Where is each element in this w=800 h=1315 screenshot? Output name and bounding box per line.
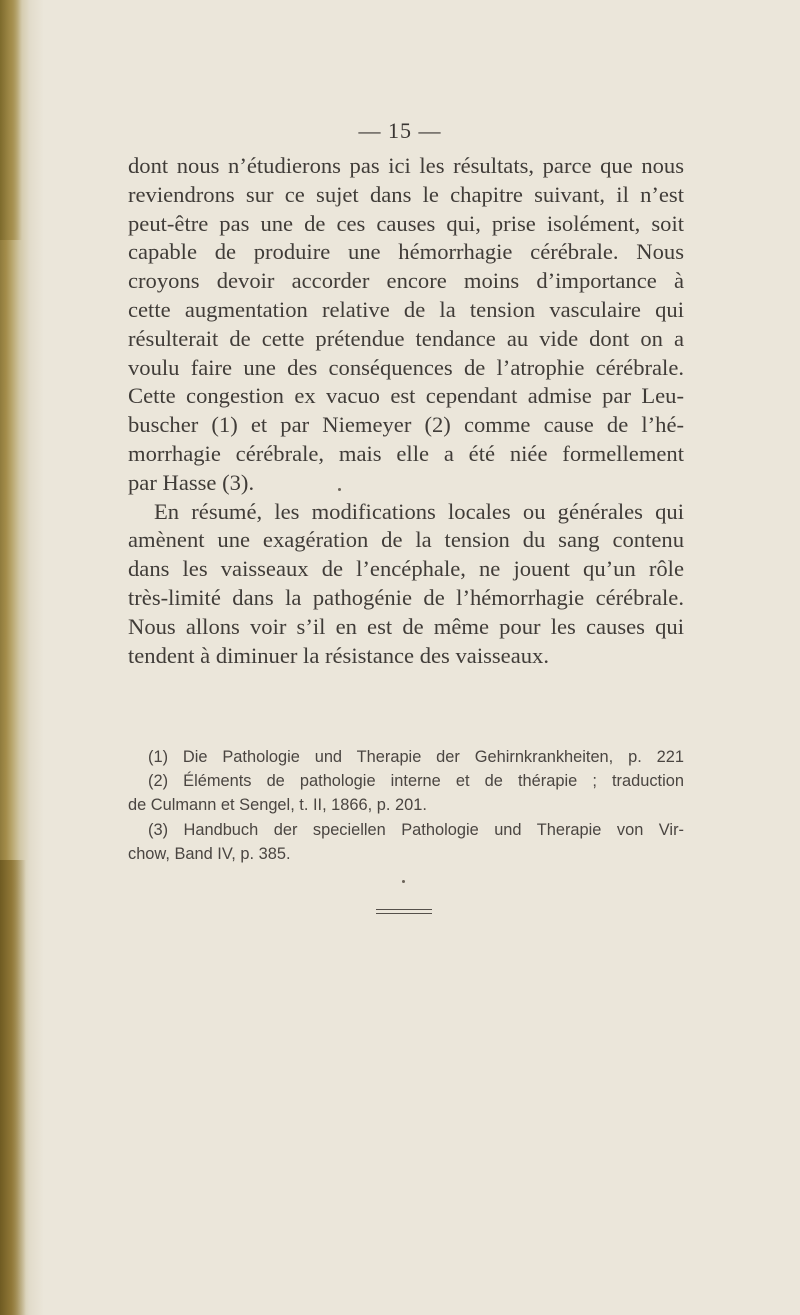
text-line: amènent une exagération de la tension du sang contenu xyxy=(128,527,684,553)
text-line: Cette congestion ex vacuo est cependant admise par Leu- xyxy=(128,383,684,409)
text-line: peut-être pas une de ces causes qui, prise isolément, soit xyxy=(128,210,684,236)
text-line: très-limité dans la pathogénie de l’hémorrhagie cérébrale. xyxy=(128,584,684,610)
text-line: capable de produire une hémorrhagie cérébrale. Nous xyxy=(128,239,684,265)
end-rule-bottom xyxy=(376,913,432,914)
footnote-3-continued: chow, Band IV, p. 385. xyxy=(128,844,291,863)
end-rule-top xyxy=(376,909,432,910)
footnote-2: (2) Éléments de pathologie interne et de thérapie ; traduction xyxy=(148,772,684,791)
footnote-1: (1) Die Pathologie und Therapie der Gehirnkrankheiten, p. 221 xyxy=(148,748,684,766)
text-line: croyons devoir accorder encore moins d’importance à xyxy=(128,268,684,294)
footnote-3: (3) Handbuch der speciellen Pathologie und Therapie von Vir- xyxy=(148,820,684,839)
ink-speck xyxy=(338,488,341,491)
text-line: Nous allons voir s’il en est de même pour les causes qui xyxy=(128,613,684,639)
text-line: voulu faire une des conséquences de l’atrophie cérébrale. xyxy=(128,354,684,380)
text-line: buscher (1) et par Niemeyer (2) comme cause de l’hé- xyxy=(128,412,684,438)
ink-speck xyxy=(402,880,405,883)
text-line: par Hasse (3). xyxy=(128,469,255,495)
body-text xyxy=(128,152,684,670)
footnote-2-continued: de Culmann et Sengel, t. II, 1866, p. 201. xyxy=(128,796,427,815)
text-line: dont nous n’étudierons pas ici les résultats, parce que nous xyxy=(128,153,684,178)
text-line: En résumé, les modifications locales ou générales qui xyxy=(154,498,684,524)
text-line: morrhagie cérébrale, mais elle a été niée formellement xyxy=(128,440,684,466)
text-line: reviendrons sur ce sujet dans le chapitre suivant, il n’est xyxy=(128,181,684,207)
page-number: — 15 — xyxy=(358,118,442,143)
text-line: cette augmentation relative de la tension vasculaire qui xyxy=(128,296,684,322)
footnotes xyxy=(128,745,684,866)
text-line: résulterait de cette prétendue tendance au vide dont on a xyxy=(128,325,684,351)
text-line: dans les vaisseaux de l’encéphale, ne jouent qu’un rôle xyxy=(128,556,684,582)
text-line: tendent à diminuer la résistance des vaisseaux. xyxy=(128,642,549,668)
